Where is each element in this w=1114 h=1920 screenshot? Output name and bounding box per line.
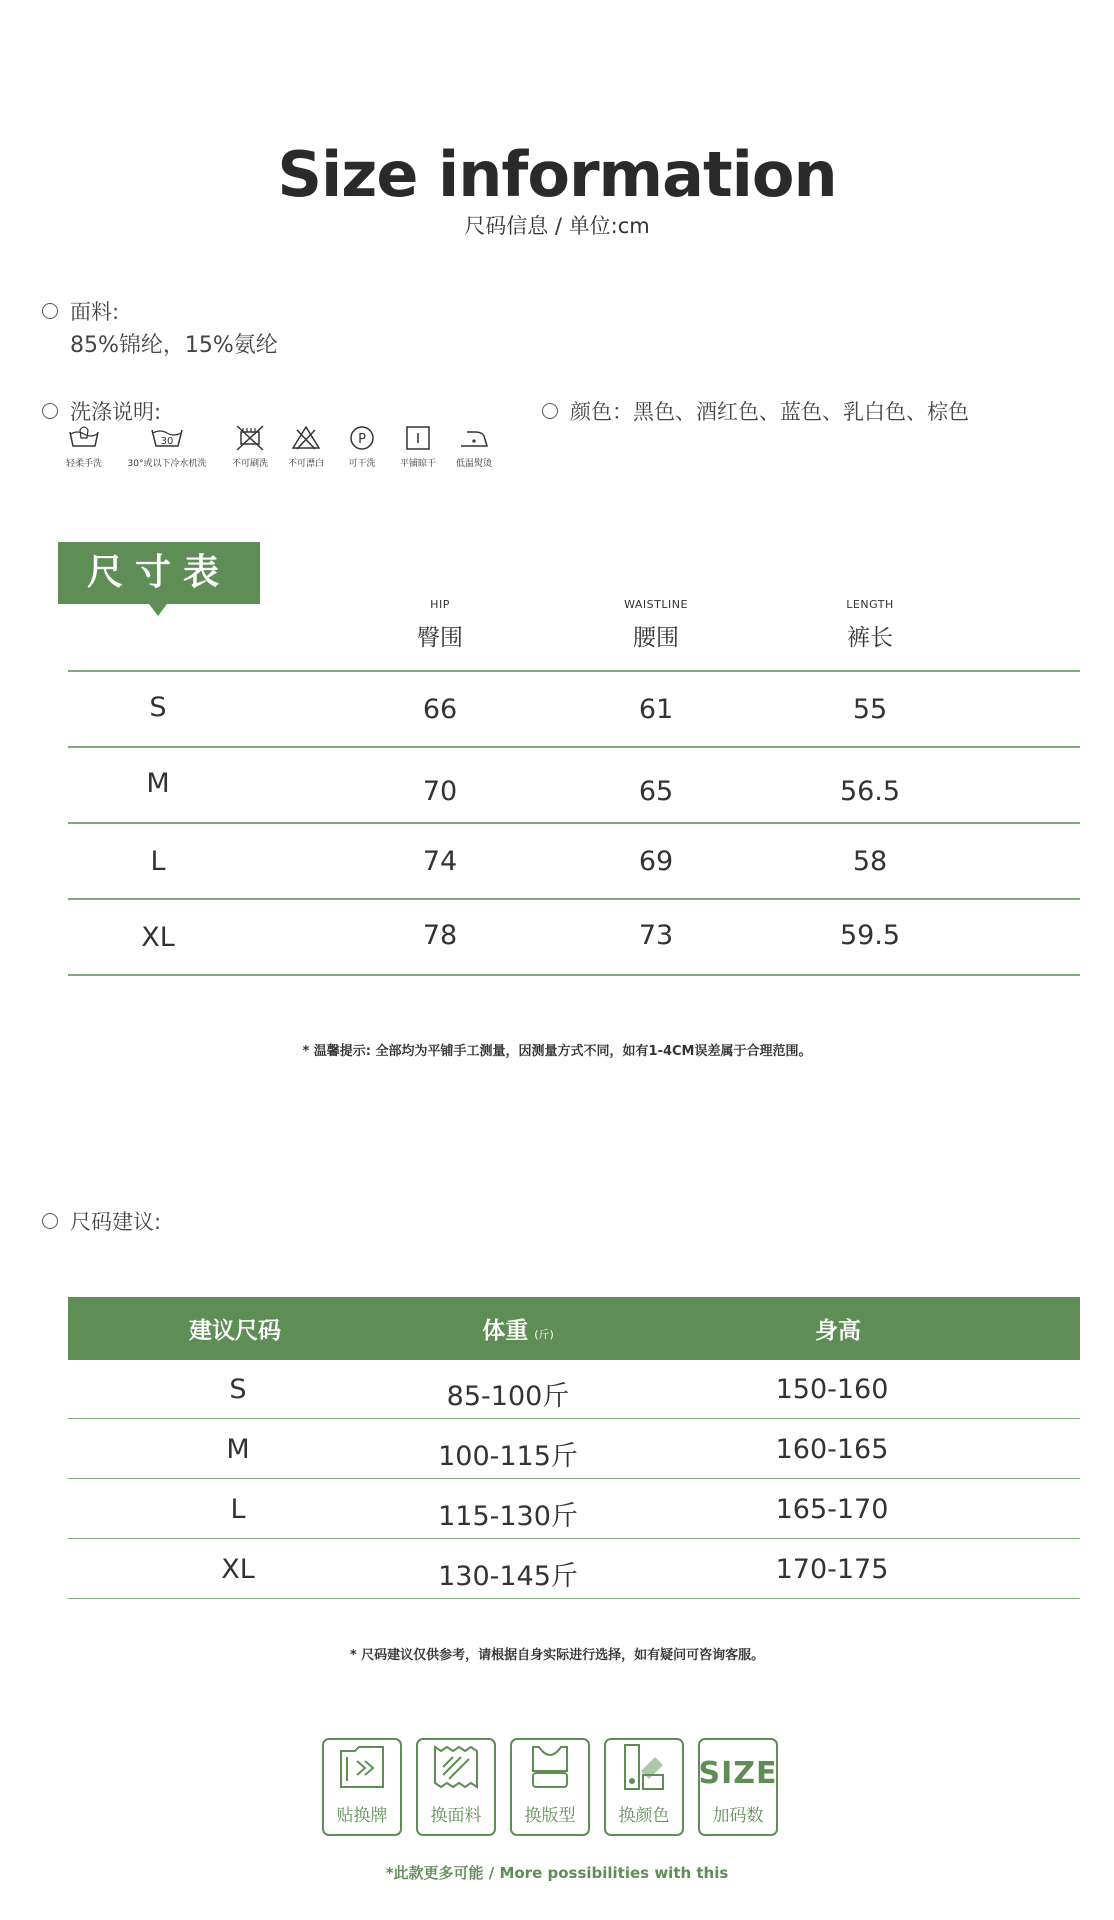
no-bleach-icon: 不可漂白 — [282, 424, 330, 469]
length-cell: 58 — [852, 846, 888, 877]
col-header-length: LENGTH 裤长 — [846, 598, 894, 651]
badge-pattern: 换版型 — [510, 1738, 590, 1836]
color-swatch-icon — [615, 1741, 673, 1795]
size-cell: S — [149, 692, 167, 723]
page-subtitle: 尺码信息 / 单位:cm — [464, 214, 650, 238]
waist-cell: 73 — [638, 920, 674, 951]
washing-label-row — [42, 396, 161, 426]
header-weight: 体重 (斤) — [482, 1318, 554, 1344]
suggestion-label: 尺码建议: — [70, 1210, 162, 1234]
flat-dry-icon: 平铺晾干 — [394, 424, 442, 469]
hip-cell: 74 — [422, 846, 458, 877]
fabric-swatch-icon — [427, 1741, 485, 1795]
bullet-icon — [42, 1213, 58, 1229]
dry-clean-icon: P 可干洗 — [338, 424, 386, 469]
table-divider — [68, 822, 1080, 824]
suggest-size-cell: S — [229, 1374, 247, 1405]
suggest-height-cell: 170-175 — [775, 1554, 889, 1585]
low-iron-icon: 低温熨烫 — [450, 424, 498, 469]
badge-fabric: 换面料 — [416, 1738, 496, 1836]
no-brush-icon: 不可刷洗 — [226, 424, 274, 469]
badge-size: SIZE 加码数 — [698, 1738, 778, 1836]
waist-cell: 69 — [638, 846, 674, 877]
length-cell: 59.5 — [839, 920, 901, 951]
waist-cell: 61 — [638, 694, 674, 725]
hand-wash-icon: 轻柔手洗 — [60, 424, 108, 469]
table-divider — [68, 746, 1080, 748]
more-possibilities: *此款更多可能 / More possibilities with this — [385, 1864, 729, 1882]
bullet-icon — [42, 303, 58, 319]
header-size: 建议尺码 — [189, 1318, 281, 1344]
measurement-note: * 温馨提示: 全部均为平铺手工测量，因测量方式不同，如有1-4CM误差属于合理范围。 — [302, 1044, 812, 1059]
washing-label: 洗涤说明: — [70, 400, 162, 424]
suggest-size-cell: L — [230, 1494, 246, 1525]
waist-cell: 65 — [638, 776, 674, 807]
table-divider — [68, 1538, 1080, 1539]
fabric-label: 面料: — [70, 300, 120, 324]
col-header-hip: HIP 臀围 — [417, 598, 463, 651]
svg-text:30: 30 — [160, 436, 174, 447]
suggestion-note: * 尺码建议仅供参考，请根据自身实际进行选择，如有疑问可咨询客服。 — [349, 1648, 765, 1663]
table-divider — [68, 670, 1080, 672]
length-cell: 55 — [852, 694, 888, 725]
tag-swap-icon — [333, 1741, 391, 1795]
suggestion-label-row — [42, 1206, 161, 1236]
hip-cell: 78 — [422, 920, 458, 951]
suggest-weight-cell: 85-100斤 — [446, 1381, 570, 1412]
suggest-weight-cell: 130-145斤 — [438, 1561, 578, 1592]
table-divider — [68, 898, 1080, 900]
page-title: Size information — [277, 138, 837, 211]
color-row — [542, 396, 969, 426]
badge-color: 换颜色 — [604, 1738, 684, 1836]
header-height: 身高 — [815, 1318, 861, 1344]
tag-pointer — [149, 604, 167, 616]
suggest-height-cell: 160-165 — [775, 1434, 889, 1465]
service-badges — [322, 1738, 778, 1836]
suggest-height-cell: 165-170 — [775, 1494, 889, 1525]
table-divider — [68, 1598, 1080, 1599]
table-divider — [68, 1478, 1080, 1479]
wash-icons — [60, 424, 498, 469]
bullet-icon — [42, 403, 58, 419]
length-cell: 56.5 — [839, 776, 901, 807]
suggest-height-cell: 150-160 — [775, 1374, 889, 1405]
suggest-weight-cell: 100-115斤 — [438, 1441, 578, 1472]
bullet-icon — [542, 403, 558, 419]
hip-cell: 70 — [422, 776, 458, 807]
size-table-tag: 尺寸表 — [58, 542, 260, 604]
wash-30-icon: 30 30°或以下冷水机洗 — [116, 424, 218, 469]
table-divider — [68, 1418, 1080, 1419]
suggest-size-cell: XL — [221, 1554, 255, 1585]
color-value: 黑色、酒红色、蓝色、乳白色、棕色 — [633, 400, 969, 424]
garment-icon — [521, 1741, 579, 1795]
suggest-weight-cell: 115-130斤 — [438, 1501, 578, 1532]
size-text-icon: SIZE — [698, 1756, 778, 1791]
col-header-waist: WAISTLINE 腰围 — [624, 598, 688, 651]
size-cell: L — [150, 846, 166, 877]
size-cell: XL — [141, 922, 175, 953]
suggest-size-cell: M — [226, 1434, 250, 1465]
table-divider — [68, 974, 1080, 976]
badge-tag-swap: 贴换牌 — [322, 1738, 402, 1836]
color-label: 颜色： — [570, 400, 633, 424]
hip-cell: 66 — [422, 694, 458, 725]
size-cell: M — [146, 768, 170, 799]
fabric-label-row — [42, 296, 119, 326]
svg-text:P: P — [358, 432, 366, 447]
fabric-value: 85%锦纶，15%氨纶 — [70, 333, 278, 358]
